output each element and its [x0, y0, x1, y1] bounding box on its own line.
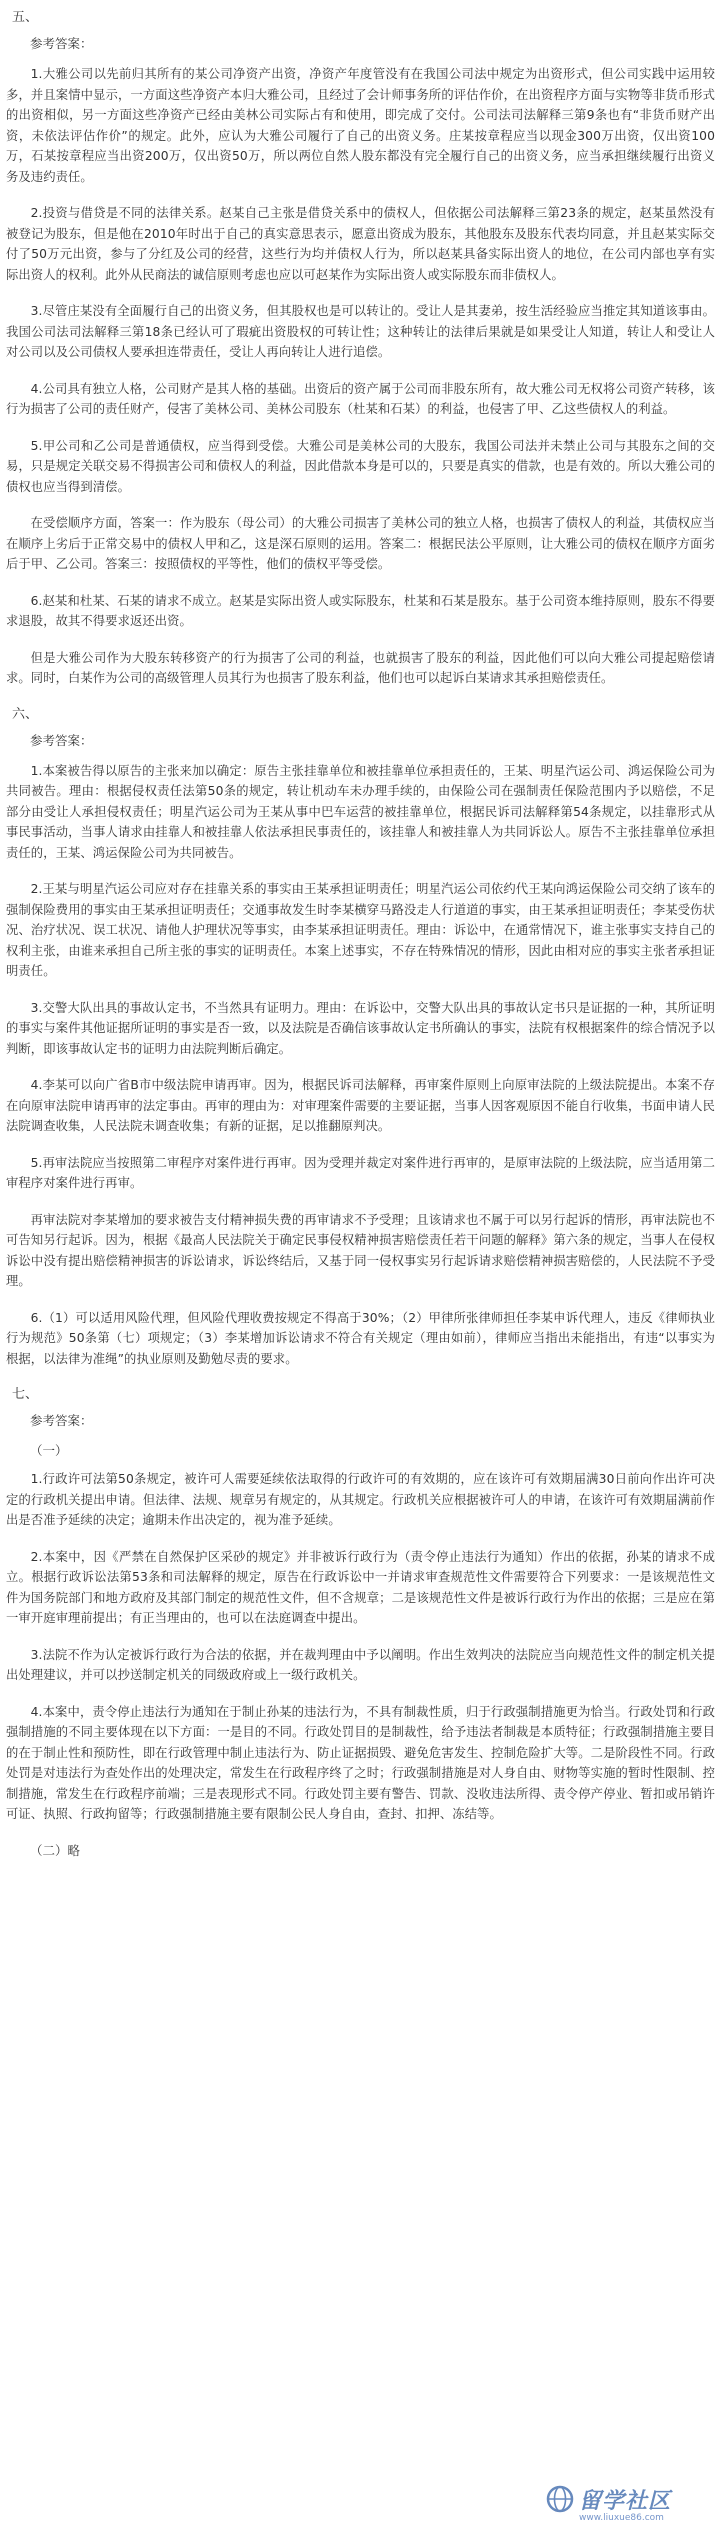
section-5-paragraph: 5.甲公司和乙公司是普通债权，应当得到受偿。大雅公司是美林公司的大股东，我国公司法并未禁止公司与其股东之间的交易，只是规定关联交易不得损害公司和债权人的利益，因此借款本身是可以的，只要是真实的借款，也是有效的。所以大雅公司的债权也应当得到清偿。 [6, 438, 715, 494]
section-6-paragraph: 4.李某可以向广省B市中级法院申请再审。因为，根据民诉司法解释，再审案件原则上向原审法院的上级法院提出。本案不存在向原审法院申请再审的法定事由。再审的理由为：对审理案件需要的主要证据，当事人因客观原因不能自行收集，书面申请人民法院调查收集，人民法院未调查收集；有新的证据，足以推翻原判决。 [6, 1078, 715, 1133]
section-5-paragraph: 但是大雅公司作为大股东转移资产的行为损害了公司的利益，也就损害了股东的利益，因此他们可以向大雅公司提起赔偿请求。同时，白某作为公司的高级管理人员其行为也损害了股东利益，他们也可以起诉白某请求其承担赔偿责任。 [6, 650, 715, 685]
section-6-paragraph: 5.再审法院应当按照第二审程序对案件进行再审。因为受理并裁定对案件进行再审的，是原审法院的上级法院，应当适用第二审程序对案件进行再审。 [6, 1155, 715, 1190]
section-5-answer-label: 参考答案： [30, 36, 93, 51]
section-6-paragraph: 1.本案被告得以原告的主张来加以确定：原告主张挂靠单位和被挂靠单位承担责任的，王某、明星汽运公司、鸿运保险公司为共同被告。理由：根据侵权责任法第50条的规定，转让机动车未办理手续的，由保险公司在强制责任保险范围内予以赔偿，不足部分由受让人承担侵权责任；明星汽运公司为王某从事中巴车运营的被挂靠单位，根据民诉司法解释第54条规定，以挂靠形式从事民事活动，当事人请求由挂靠人和被挂靠人依法承担民事责任的，该挂靠人和被挂靠人为共同诉讼人。原告不主张挂靠单位承担责任的，王某、鸿运保险公司为共同被告。 [6, 763, 715, 860]
watermark-url: www.liuxue86.com [579, 2513, 664, 2523]
section-5-paragraph: 4.公司具有独立人格，公司财产是其人格的基础。出资后的资产属于公司而非股东所有，故大雅公司无权将公司资产转移，该行为损害了公司的责任财产，侵害了美林公司、美林公司股东（杜某和石某）的利益，也侵害了甲、乙这些债权人的利益。 [6, 381, 715, 416]
section-7-paragraph: 2.本案中，因《严禁在自然保护区采砂的规定》并非被诉行政行为（责令停止违法行为通知）作出的依据，孙某的请求不成立。根据行政诉讼法第53条和司法解释的规定，原告在行政诉讼中一并请求审查规范性文件需要符合下列要求：一是该规范性文件为国务院部门和地方政府及其部门制定的规范性文件，但不含规章；二是该规范性文件是被诉行政行为作出的依据；三是应在第一审开庭审理前提出；有正当理由的，也可以在法庭调查中提出。 [6, 1549, 715, 1625]
section-5-paragraph: 6.赵某和杜某、石某的请求不成立。赵某是实际出资人或实际股东，杜某和石某是股东。基于公司资本维持原则，股东不得要求退股，故其不得要求返还出资。 [6, 593, 715, 628]
section-6-heading: 六、 [12, 706, 39, 722]
section-6-paragraph: 6.（1）可以适用风险代理，但风险代理收费按规定不得高于30%；（2）甲律所张律师担任李某申诉代理人，违反《律师执业行为规范》50条第（七）项规定；（3）李某增加诉讼请求不符合有关规定（理由如前），律师应当指出未能指出，有违“以事实为根据，以法律为准绳”的执业原则及勤勉尽责的要求。 [6, 1310, 715, 1366]
section-6-paragraph: 2.王某与明星汽运公司应对存在挂靠关系的事实由王某承担证明责任；明星汽运公司依约代王某向鸿运保险公司交纳了该车的强制保险费用的事实由王某承担证明责任；交通事故发生时李某横穿马路没走人行道道的事实，由王某承担证明责任；李某受伤状况、治疗状况、误工状况、请他人护理状况等事实，由李某承担证明责任。理由：诉讼中，在通常情况下，谁主张事实支持自己的权利主张，由谁来承担自己所主张的事实的证明责任。本案上述事实，不存在特殊情况的情形，因此由相对应的事实主张者承担证明责任。 [6, 882, 715, 978]
section-7-paragraph: 3.法院不作为认定被诉行政行为合法的依据，并在裁判理由中予以阐明。作出生效判决的法院应当向规范性文件的制定机关提出处理建议，并可以抄送制定机关的同级政府或上一级行政机关。 [6, 1647, 715, 1682]
watermark-text: 留学社区 [579, 2488, 672, 2514]
section-5-heading: 五、 [12, 10, 39, 25]
section-7-answer-label: 参考答案： [30, 1413, 93, 1428]
section-7-paragraph: 4.本案中，责令停止违法行为通知在于制止孙某的违法行为，不具有制裁性质，归于行政强制措施更为恰当。行政处罚和行政强制措施的不同主要体现在以下方面：一是目的不同。行政处罚目的是制裁性，给予违法者制裁是本质特征；行政强制措施主要目的在于制止性和预防性，即在行政管理中制止违法行为、防止证据损毁、避免危害发生、控制危险扩大等。二是阶段性不同。行政处罚是对违法行为查处作出的处理决定，常发生在行政程序终了之时；行政强制措施是对人身自由、财物等实施的暂时性限制、控制措施，常发生在行政程序前端；三是表现形式不同。行政处罚主要有警告、罚款、没收违法所得、责令停产停业、暂扣或吊销许可证、执照、行政拘留等；行政强制措施主要有限制公民人身自由，查封、扣押、冻结等。 [6, 1704, 715, 1821]
section-7-paragraph: 1.行政许可法第50条规定，被许可人需要延续依法取得的行政许可的有效期的，应在该许可有效期届满30日前向作出许可决定的行政机关提出申请。但法律、法规、规章另有规定的，从其规定。行政机关应根据被许可人的申请，在该许可有效期届满前作出是否准予延续的决定；逾期未作出决定的，视为准予延续。 [6, 1472, 715, 1527]
section-5-paragraph: 3.尽管庄某没有全面履行自己的出资义务，但其股权也是可以转让的。受让人是其妻弟，按生活经验应当推定其知道该事由。我国公司法司法解释三第18条已经认可了瑕疵出资股权的可转让性；这种转让的法律后果就是如果受让人知道，转让人和受让人对公司以及公司债权人要承担连带责任，受让人再向转让人进行追偿。 [6, 304, 715, 359]
section-5-paragraph: 在受偿顺序方面，答案一：作为股东（母公司）的大雅公司损害了美林公司的独立人格，也损害了债权人的利益，其债权应当在顺序上劣后于正常交易中的债权人甲和乙，这是深石原则的运用。答案二：根据民法公平原则，让大雅公司的债权在顺序方面劣后于甲、乙公司。答案三：按照债权的平等性，他们的债权平等受偿。 [6, 516, 715, 571]
section-6-paragraph: 3.交警大队出具的事故认定书，不当然具有证明力。理由：在诉讼中，交警大队出具的事故认定书只是证据的一种，其所证明的事实与案件其他证据所证明的事实是否一致，以及法院是否确信该事故认定书所确认的事实，法院有权根据案件的综合情况予以判断，即该事故认定书的证明力由法院判断后确定。 [6, 1000, 715, 1056]
section-5-paragraph: 1.大雅公司以先前归其所有的某公司净资产出资，净资产年度管没有在我国公司法中规定为出资形式，但公司实践中运用较多，并且案情中显示，一方面这些净资产本归大雅公司，且经过了会计师事务所的评估作价，在出资程序方面与实物等非货币形式的出资相似，另一方面这些净资产已经由美林公司实际占有和使用，即完成了交付。公司法司法解释三第9条也有“非货币财产出资，未依法评估作价”的规定。此外，应认为大雅公司履行了自己的出资义务。庄某按章程应当以现金300万出资，仅出资100万，石某按章程应当出资200万，仅出资50万，所以两位自然人股东都没有完全履行自己的出资义务，应当承担继续履行出资义务及违约责任。 [6, 67, 715, 184]
section-6-paragraph: 再审法院对李某增加的要求被告支付精神损失费的再审请求不予受理；且该请求也不属于可以另行起诉的情形，再审法院也不可告知另行起诉。因为，根据《最高人民法院关于确定民事侵权精神损害赔偿责任若干问题的解释》第六条的规定，当事人在侵权诉讼中没有提出赔偿精神损害的诉讼请求，诉讼终结后，又基于同一侵权事实另行起诉请求赔偿精神损害赔偿的，人民法院不予受理。 [6, 1212, 715, 1288]
section-5-paragraph: 2.投资与借贷是不同的法律关系。赵某自己主张是借贷关系中的债权人，但依据公司法解释三第23条的规定，赵某虽然没有被登记为股东，但是他在2010年时出于自己的真实意思表示，愿意出资成为股东，其他股东及股东代表均同意，并且赵某实际交付了50万元出资，参与了分红及公司的经营，这些行为均并债权人行为，所以赵某具备实际出资人的地位，在公司内部也享有实际出资人的权利。此外从民商法的诚信原则考虑也应以可赵某作为实际出资人或实际股东而非债权人。 [6, 206, 715, 282]
section-7-subheading-2: （二）略 [30, 1842, 81, 1858]
globe-logo-icon [545, 2484, 575, 2514]
site-watermark [545, 2477, 713, 2521]
section-7-heading: 七、 [12, 1387, 39, 1402]
section-7-subheading-1: （一） [30, 1443, 68, 1458]
section-6-answer-label: 参考答案： [30, 732, 93, 748]
